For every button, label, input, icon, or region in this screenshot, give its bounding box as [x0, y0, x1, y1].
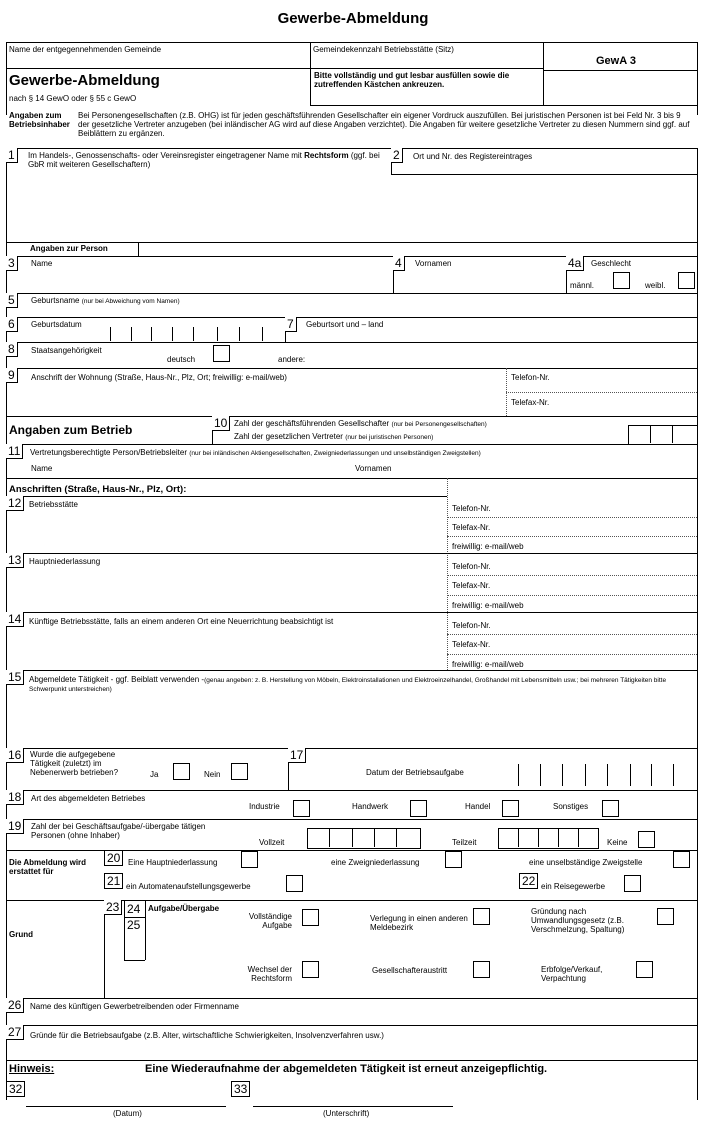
- field-12-label: Betriebsstätte: [29, 500, 78, 509]
- datum-betriebsaufgabe-field[interactable]: [518, 764, 694, 786]
- industrie-label: Industrie: [249, 802, 280, 811]
- field-4-label: Vornamen: [415, 259, 452, 268]
- field-9-fax-label: Telefax-Nr.: [511, 398, 550, 407]
- gruendung-umwandlung-label: Gründung nach Umwandlungsgesetz (z.B. Verschmelzung, Spaltung): [531, 907, 625, 935]
- geburtsdatum-field[interactable]: [110, 327, 284, 341]
- field-12-tel-label: Telefon-Nr.: [452, 504, 491, 513]
- field-16-label: Wurde die aufgegebene Tätigkeit (zuletzt) im Nebenerwerb betrieben?: [30, 750, 119, 778]
- field-17-label: Datum der Betriebsaufgabe: [366, 768, 464, 777]
- handel-label: Handel: [465, 802, 491, 811]
- vollstaendige-aufgabe-checkbox[interactable]: [302, 909, 319, 926]
- field-number-9: 9: [6, 368, 18, 383]
- gemeinde-label: Name der entgegennehmenden Gemeinde: [9, 45, 162, 54]
- maennl-label: männl.: [570, 281, 595, 290]
- vertreter-name-field[interactable]: [60, 459, 350, 473]
- field-13-tel-label: Telefon-Nr.: [452, 562, 491, 571]
- field-number-16: 16: [6, 748, 24, 763]
- form-subtitle: nach § 14 GewO oder § 55 c GewO: [9, 94, 137, 103]
- field-11-label: Vertretungsberechtigte Person/Betriebsleiter (nur bei inländischen Aktiengesellschaften, Zweigniederlassungen und unselbständigen Zweigstellen): [30, 448, 481, 457]
- verlegung-checkbox[interactable]: [473, 908, 490, 925]
- field-number-20: 20: [104, 850, 123, 866]
- field-number-6: 6: [6, 317, 18, 332]
- vornamen-field[interactable]: [415, 270, 563, 290]
- anschriften-header: Anschriften (Straße, Haus-Nr., Plz, Ort):: [9, 484, 187, 495]
- wohnung-anschrift-field[interactable]: [30, 385, 500, 413]
- field-13-fax-label: Telefax-Nr.: [452, 581, 491, 590]
- hauptniederlassung-checkbox[interactable]: [241, 851, 258, 868]
- kennzahl-field[interactable]: [312, 44, 541, 67]
- field-13-web-label: freiwillig: e-mail/web: [452, 601, 524, 610]
- gruende-betriebsaufgabe-field[interactable]: [30, 1043, 690, 1057]
- nein-label: Nein: [204, 770, 221, 779]
- hinweis-label: Hinweis:: [9, 1063, 55, 1075]
- field-number-25: 25: [127, 918, 141, 932]
- unterschrift-field[interactable]: [253, 1088, 453, 1106]
- field-number-15: 15: [6, 670, 24, 685]
- datum-label: (Datum): [113, 1109, 142, 1118]
- maennl-checkbox[interactable]: [613, 272, 630, 289]
- industrie-checkbox[interactable]: [293, 800, 310, 817]
- field-26-label: Name des künftigen Gewerbetreibenden oder Firmenname: [30, 1002, 240, 1011]
- field-9-label: Anschrift der Wohnung (Straße, Haus-Nr., Plz, Ort; freiwillig: e-mail/web): [31, 373, 287, 382]
- teilzeit-label: Teilzeit: [452, 838, 477, 847]
- reisegewerbe-label: ein Reisegewerbe: [541, 882, 606, 891]
- kuenftige-betriebsstaette-field[interactable]: [30, 630, 442, 666]
- sonstiges-label: Sonstiges: [553, 802, 589, 811]
- field-2-label: Ort und Nr. des Registereintrages: [413, 152, 533, 161]
- geburtsname-field[interactable]: [30, 305, 690, 315]
- erbfolge-verkauf-label: Erbfolge/Verkauf, Verpachtung: [541, 965, 603, 984]
- vollstaendige-aufgabe-label: Vollständige Aufgabe: [248, 912, 292, 931]
- grund-label: Grund: [9, 930, 33, 939]
- automatenaufstellung-label: ein Automatenaufstellungsgewerbe: [126, 882, 251, 891]
- page-title: Gewerbe-Abmeldung: [277, 10, 429, 27]
- field-6-label: Geburtsdatum: [31, 320, 82, 329]
- field-9-tel-label: Telefon-Nr.: [511, 373, 550, 382]
- field-19-label: Zahl der bei Geschäftsaufgabe/-übergabe tätigen Personen (ohne Inhaber): [31, 822, 206, 841]
- wechsel-rechtsform-label: Wechsel der Rechtsform: [247, 965, 292, 984]
- field-number-3: 3: [6, 256, 18, 271]
- deutsch-checkbox[interactable]: [213, 345, 230, 362]
- name-field[interactable]: [30, 270, 390, 290]
- field-number-4: 4: [393, 256, 405, 271]
- field-number-5: 5: [6, 293, 18, 308]
- field-10-line1: Zahl der geschäftsführenden Gesellschafter (nur bei Personengesellschaften): [234, 419, 487, 428]
- handwerk-label: Handwerk: [352, 802, 389, 811]
- weibl-checkbox[interactable]: [678, 272, 695, 289]
- erbfolge-verkauf-checkbox[interactable]: [636, 961, 653, 978]
- deutsch-label: deutsch: [167, 355, 196, 364]
- aufgabe-uebergabe-label: Aufgabe/Übergabe: [148, 904, 220, 913]
- verlegung-label: Verlegung in einen anderen Meldebezirk: [370, 914, 468, 933]
- datum-field[interactable]: [26, 1088, 226, 1106]
- field-14-label: Künftige Betriebsstätte, falls an einem anderen Ort eine Neuerrichtung beabsichtigt ist: [29, 617, 334, 626]
- field-number-13: 13: [6, 553, 24, 568]
- intro-text: Bei Personengesellschaften (z.B. OHG) ist für jeden geschäftsführenden Gesellschafter ein eigener Vordruck auszufüllen. Bei juristischen Personen ist bei Feld Nr. 3 bis 9 der gesetzliche Vertreter anzugeben (bei inländischer AG wird auf diese Angaben verzichtet). Die Angaben für weitere gesetzliche Vertreter zu diesen Nummern sind ggf. auf Beiblättern zu ergänzen.: [78, 111, 690, 139]
- vollzeit-label: Vollzeit: [259, 838, 285, 847]
- field-13-label: Hauptniederlassung: [29, 557, 101, 566]
- field-3-label: Name: [31, 259, 53, 268]
- sonstiges-checkbox[interactable]: [602, 800, 619, 817]
- field-number-4a: 4a: [566, 256, 584, 271]
- gesellschafteraustritt-checkbox[interactable]: [473, 961, 490, 978]
- field-14-fax-label: Telefax-Nr.: [452, 640, 491, 649]
- field-8-label: Staatsangehörigkeit: [31, 346, 102, 355]
- field-number-24: 24: [127, 902, 141, 916]
- geburtsort-field[interactable]: [306, 330, 691, 340]
- field-number-12: 12: [6, 496, 24, 511]
- field-number-32: 32: [6, 1081, 25, 1097]
- field-number-19: 19: [6, 819, 24, 834]
- field-number-2: 2: [391, 148, 403, 163]
- intro-label: Angaben zum Betriebsinhaber: [9, 111, 70, 130]
- field-4a-label: Geschlecht: [591, 259, 632, 268]
- betriebsstaette-field[interactable]: [30, 512, 442, 550]
- field-1-input[interactable]: [10, 176, 690, 240]
- field-5-label: Geburtsname (nur bei Abweichung vom Namen): [31, 296, 180, 305]
- unselbstaendige-zweigstelle-label: eine unselbständige Zweigstelle: [529, 858, 643, 867]
- erstattet-label: Die Abmeldung wird erstattet für: [9, 858, 87, 877]
- field-number-23: 23: [104, 900, 122, 915]
- hauptniederlassung-label: Eine Hauptniederlassung: [128, 858, 218, 867]
- field-12-web-label: freiwillig: e-mail/web: [452, 542, 524, 551]
- field-number-17: 17: [288, 748, 306, 763]
- field-14-web-label: freiwillig: e-mail/web: [452, 660, 524, 669]
- gemeinde-field[interactable]: [8, 56, 308, 67]
- field-number-7: 7: [285, 317, 297, 332]
- andere-label: andere:: [278, 355, 306, 364]
- field-number-11: 11: [6, 444, 23, 459]
- field-number-33: 33: [231, 1081, 250, 1097]
- vollzeit-input[interactable]: [307, 828, 421, 849]
- field-12-fax-label: Telefax-Nr.: [452, 523, 491, 532]
- zweigniederlassung-checkbox[interactable]: [445, 851, 462, 868]
- andere-staatsangehoerigkeit-field[interactable]: [312, 352, 690, 364]
- keine-checkbox[interactable]: [638, 831, 655, 848]
- field-10-line2: Zahl der gesetzlichen Vertreter (nur bei juristischen Personen): [234, 432, 434, 441]
- field-number-26: 26: [6, 998, 24, 1013]
- field-number-27: 27: [6, 1025, 24, 1040]
- field-11-name-label: Name: [31, 464, 53, 473]
- field-7-label: Geburtsort und – land: [306, 320, 384, 329]
- form-code: GewA 3: [596, 55, 636, 67]
- hinweis-text: Eine Wiederaufnahme der abgemeldeten Tätigkeit ist erneut anzeigepflichtig.: [145, 1063, 548, 1075]
- field-number-22: 22: [519, 873, 538, 889]
- kennzahl-label: Gemeindekennzahl Betriebsstätte (Sitz): [313, 45, 454, 54]
- ja-label: Ja: [150, 770, 159, 779]
- field-number-10: 10: [212, 416, 230, 431]
- betrieb-section-header: Angaben zum Betrieb: [9, 423, 133, 437]
- form-title: Gewerbe-Abmeldung: [9, 72, 160, 89]
- field-number-8: 8: [6, 342, 18, 357]
- field-1-label: Im Handels-, Genossenschafts- oder Vereinsregister eingetragener Name mit Rechtsform (ggf. bei GbR mit weiteren Gesellschaftern): [28, 151, 380, 170]
- taetigkeit-field[interactable]: [12, 700, 692, 744]
- field-number-14: 14: [6, 612, 24, 627]
- field-11-vornamen-label: Vornamen: [355, 464, 392, 473]
- automatenaufstellung-checkbox[interactable]: [286, 875, 303, 892]
- instruction-text: Bitte vollständig und gut lesbar ausfüllen sowie die zutreffenden Kästchen ankreuzen.: [314, 71, 510, 90]
- hauptniederlassung-field[interactable]: [30, 569, 442, 607]
- teilzeit-input[interactable]: [498, 828, 599, 849]
- zweigniederlassung-label: eine Zweigniederlassung: [331, 858, 420, 867]
- field-10-input[interactable]: [628, 425, 698, 445]
- field-27-label: Gründe für die Betriebsaufgabe (z.B. Alter, wirtschaftliche Schwierigkeiten, Insolvenzverfahren usw.): [30, 1031, 384, 1040]
- vertreter-vornamen-field[interactable]: [405, 459, 690, 473]
- keine-label: Keine: [607, 838, 628, 847]
- reisegewerbe-checkbox[interactable]: [624, 875, 641, 892]
- nebenerwerb-ja-checkbox[interactable]: [173, 763, 190, 780]
- nebenerwerb-nein-checkbox[interactable]: [231, 763, 248, 780]
- weibl-label: weibl.: [645, 281, 666, 290]
- gruendung-umwandlung-checkbox[interactable]: [657, 908, 674, 925]
- field-15-label: Abgemeldete Tätigkeit - ggf. Beiblatt verwenden -(genau angeben: z. B. Herstellung von Möbeln, Elektroinstallationen und Elektroeinzelhandel, Großhandel mit Lebensmitteln usw.; bei mehreren Tätigkeiten bitte Schwerpunkt unterstreichen): [29, 675, 667, 694]
- field-number-18: 18: [6, 790, 24, 805]
- person-section-header: Angaben zur Person: [30, 244, 108, 253]
- unselbstaendige-zweigstelle-checkbox[interactable]: [673, 851, 690, 868]
- field-number-1: 1: [6, 148, 18, 163]
- kuenftiger-gewerbetreibender-field[interactable]: [30, 1012, 690, 1022]
- field-number-21: 21: [104, 873, 123, 889]
- unterschrift-label: (Unterschrift): [323, 1109, 370, 1118]
- gesellschafteraustritt-label: Gesellschafteraustritt: [372, 966, 448, 975]
- handwerk-checkbox[interactable]: [410, 800, 427, 817]
- handel-checkbox[interactable]: [502, 800, 519, 817]
- field-18-label: Art des abgemeldeten Betriebes: [31, 794, 146, 803]
- wechsel-rechtsform-checkbox[interactable]: [302, 961, 319, 978]
- field-14-tel-label: Telefon-Nr.: [452, 621, 491, 630]
